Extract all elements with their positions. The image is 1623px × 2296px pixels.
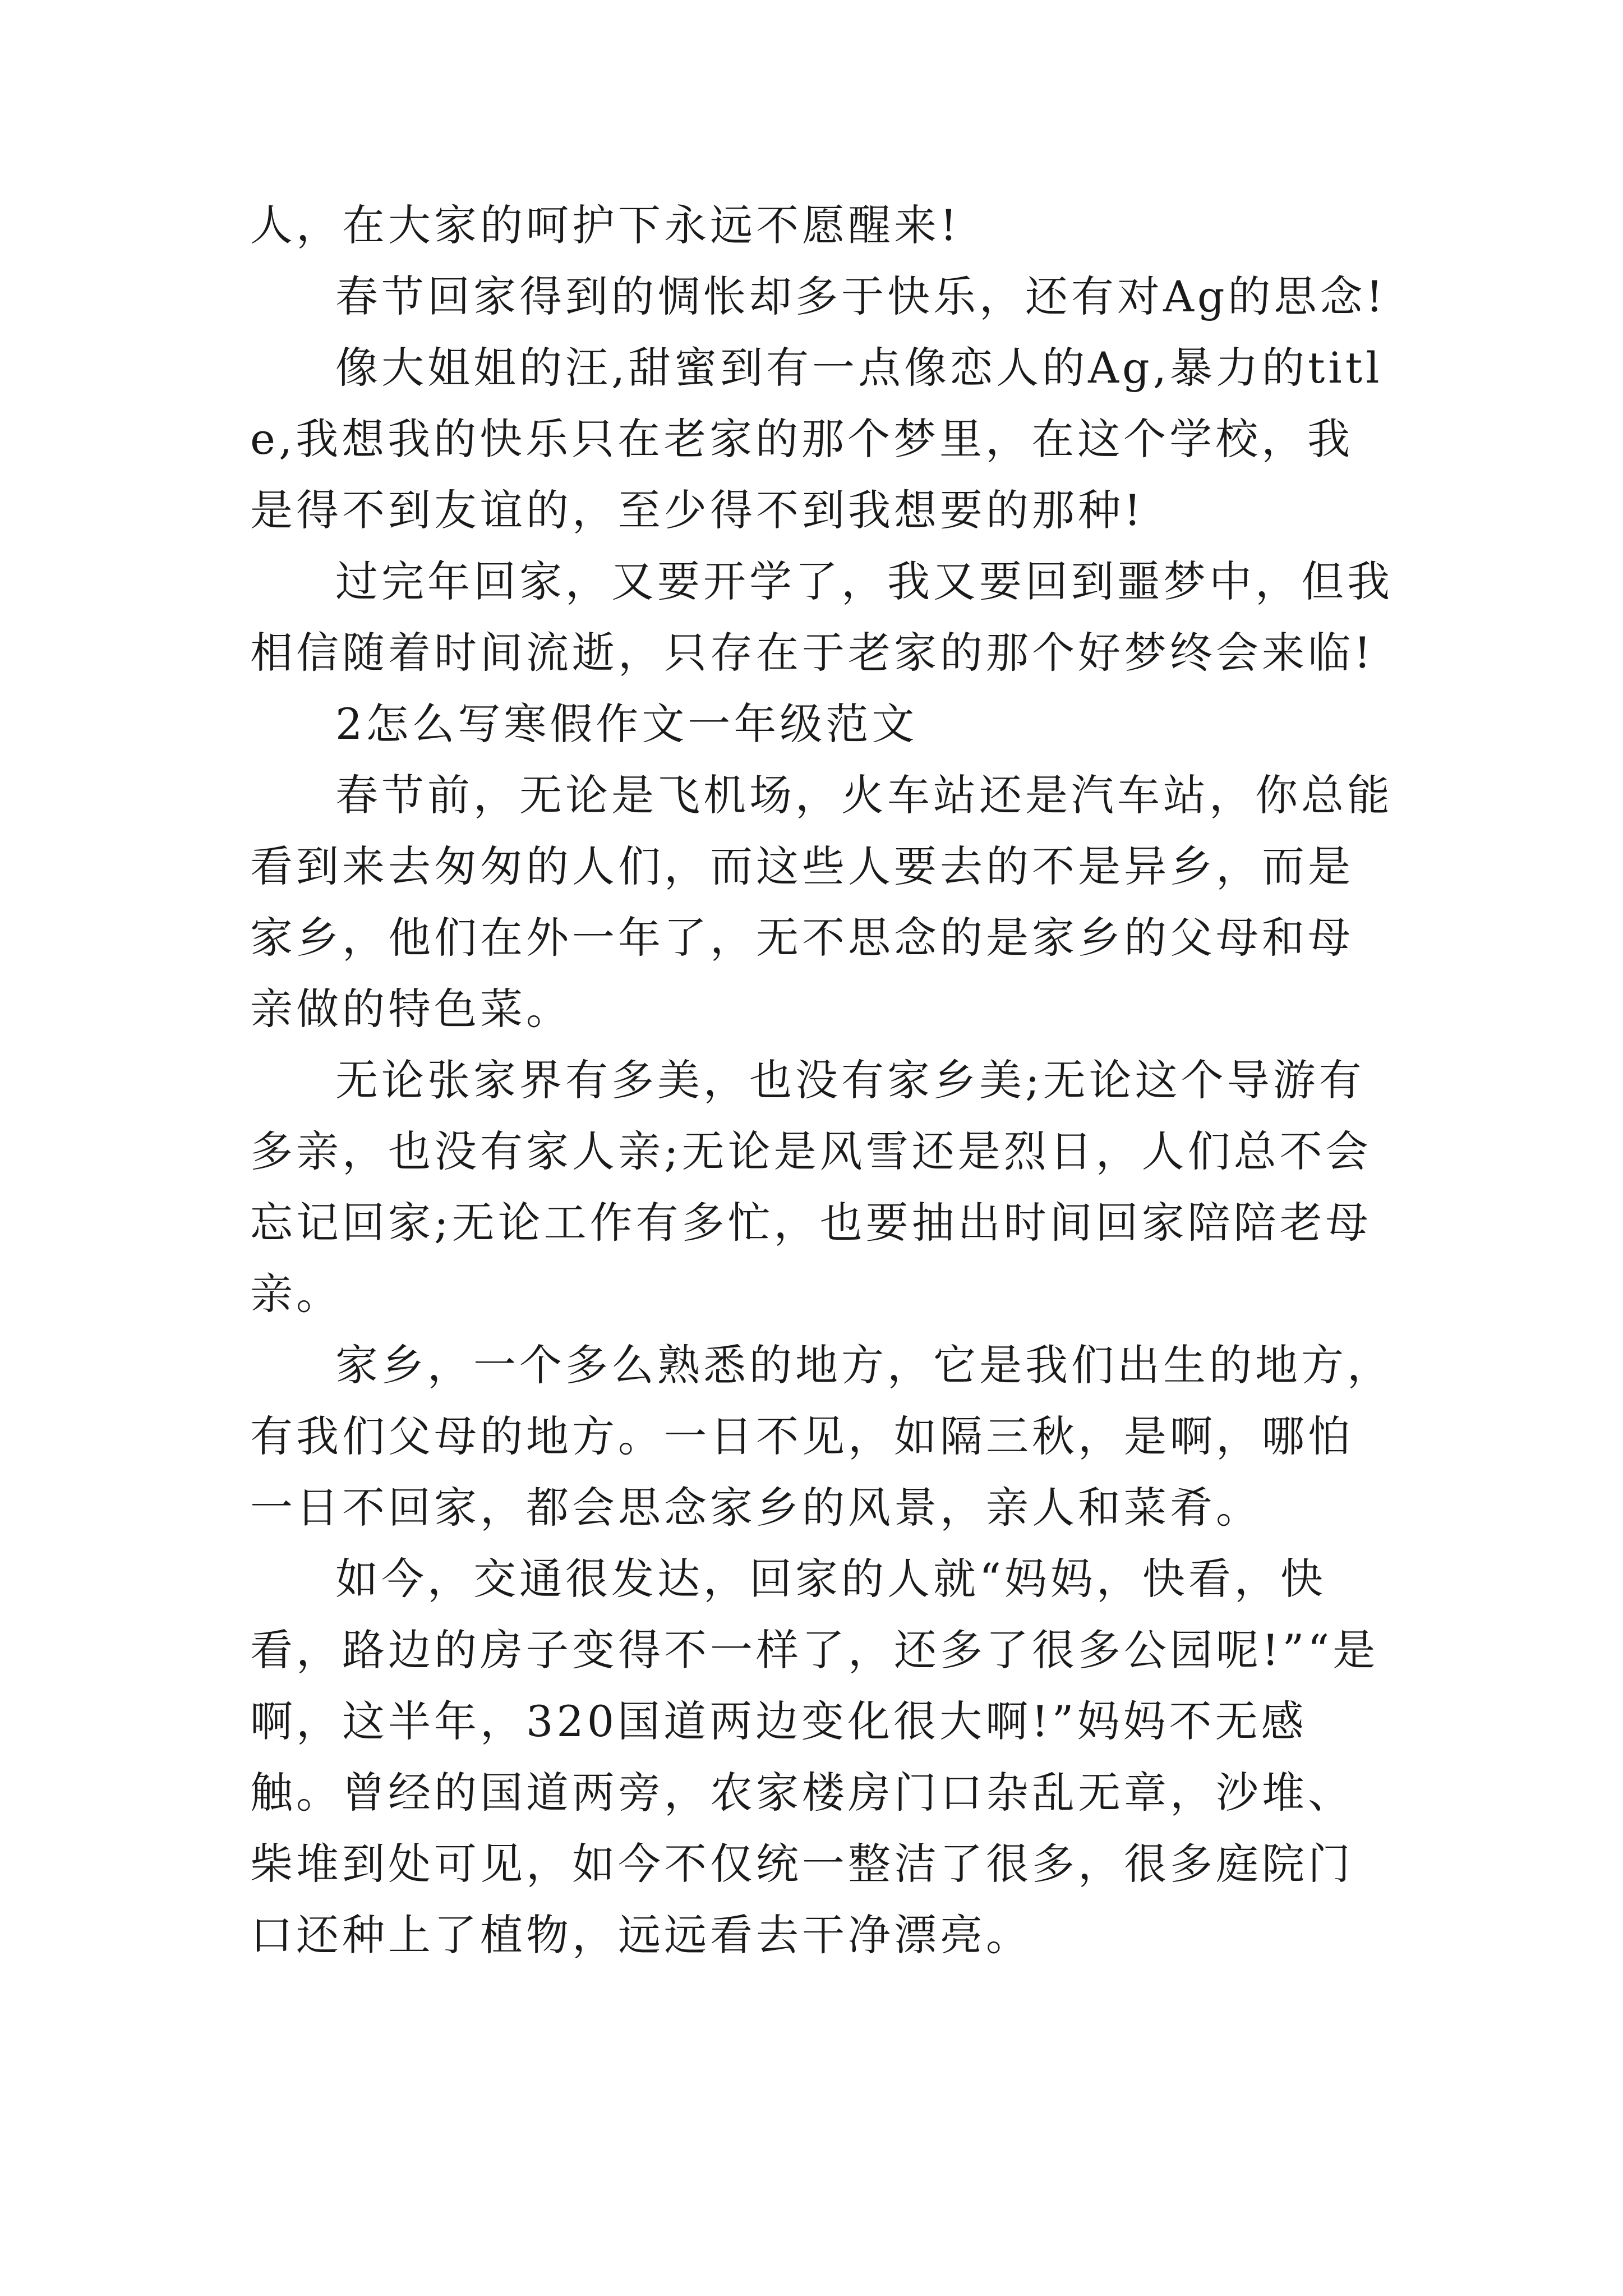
paragraph: 过完年回家，又要开学了，我又要回到噩梦中，但我相信随着时间流逝，只存在于老家的那个好梦终会来临! [250,556,1393,678]
paragraph: 如今，交通很发达，回家的人就“妈妈，快看，快看，路边的房子变得不一样了，还多了很多公园呢!”“是啊，这半年，320国道两边变化很大啊!”妈妈不无感触。曾经的国道两旁，农家楼房门口杂乱无章，沙堆、柴堆到处可见，如今不仅统一整洁了很多，很多庭院门口还种上了植物，远远看去干净漂亮。 [250,1554,1379,1960]
paragraph: 春节前，无论是飞机场，火车站还是汽车站，你总能看到来去匆匆的人们，而这些人要去的不是异乡，而是家乡，他们在外一年了，无不思念的是家乡的父母和母亲做的特色菜。 [250,770,1393,1034]
paragraph: 像大姐姐的汪,甜蜜到有一点像恋人的Ag,暴力的title,我想我的快乐只在老家的那个梦里，在这个学校，我是得不到友谊的，至少得不到我想要的那种! [250,343,1383,535]
paragraph: 家乡，一个多么熟悉的地方，它是我们出生的地方，有我们父母的地方。一日不见，如隔三秋，是啊，哪怕一日不回家，都会思念家乡的风景，亲人和菜肴。 [250,1340,1393,1533]
paragraph: 无论张家界有多美，也没有家乡美;无论这个导游有多亲，也没有家人亲;无论是风雪还是烈日，人们总不会忘记回家;无论工作有多忙，也要抽出时间回家陪陪老母亲。 [250,1055,1372,1319]
paragraph-continuation: 人，在大家的呵护下永远不愿醒来! [250,200,961,250]
paragraph: 春节回家得到的惆怅却多于快乐，还有对Ag的思念! [335,272,1387,321]
section-heading: 2怎么写寒假作文一年级范文 [335,699,918,749]
document-body [250,190,1394,1971]
